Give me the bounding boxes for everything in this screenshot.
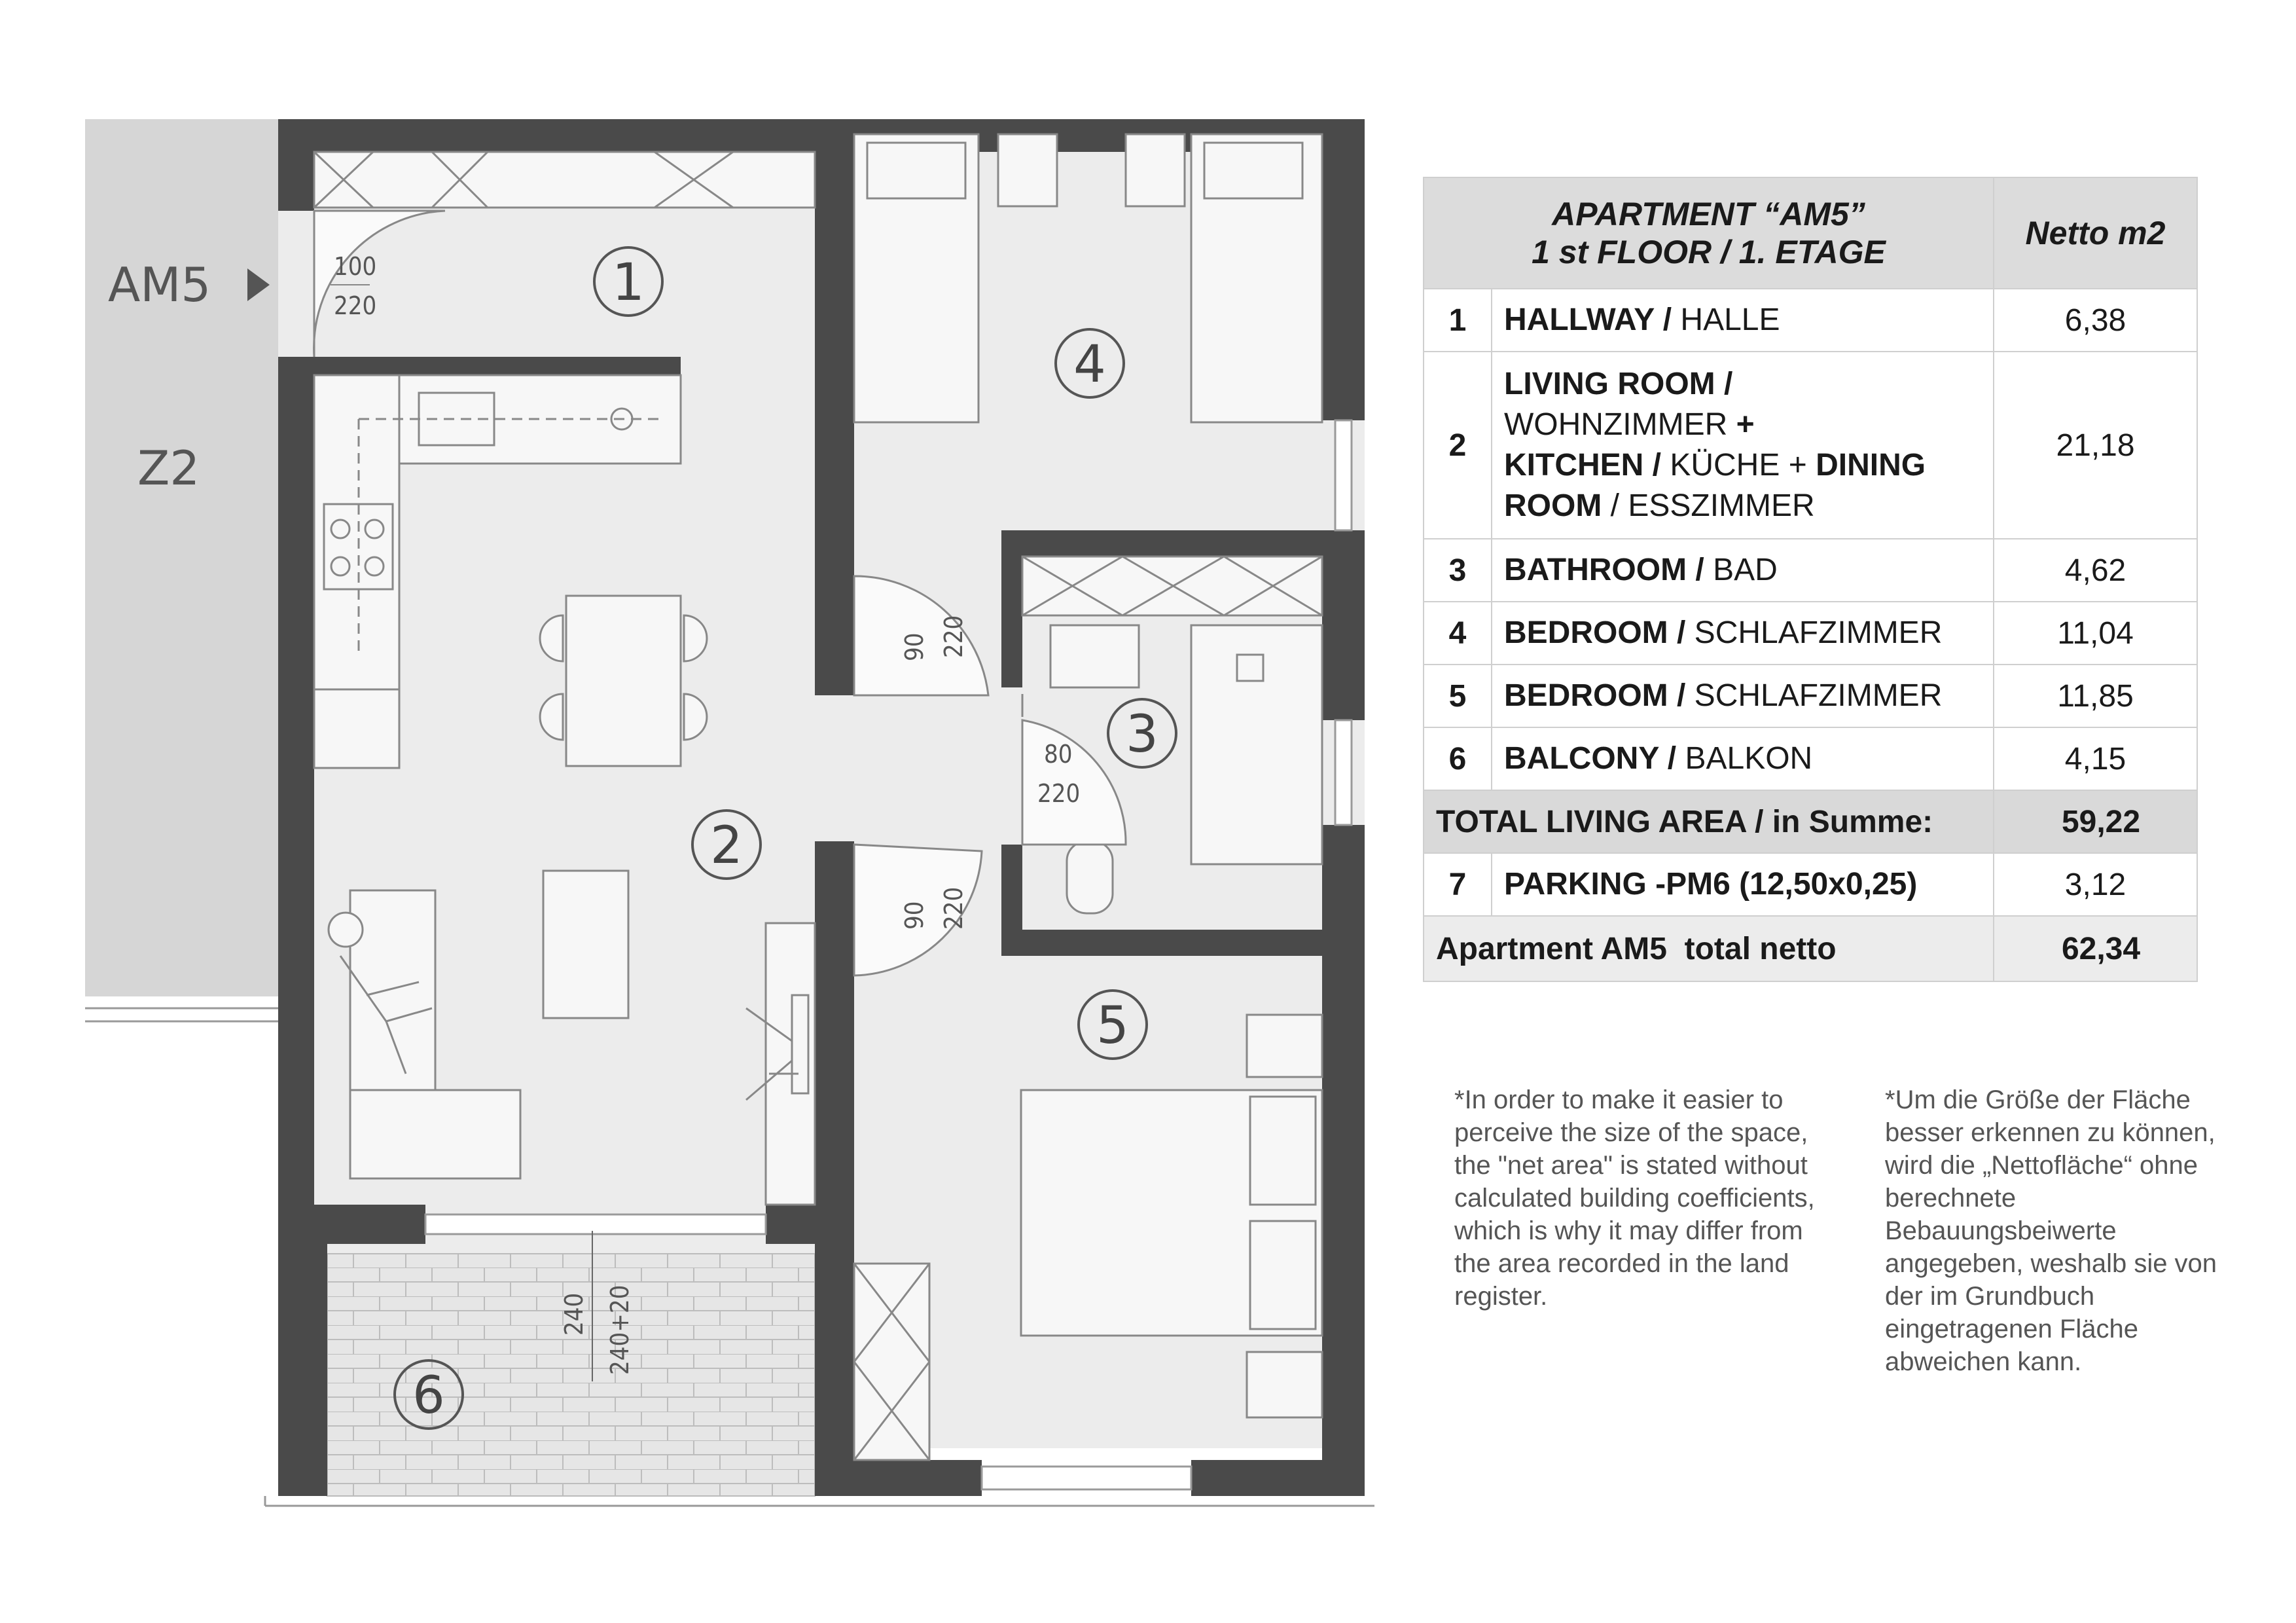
bedroom4-door-width: 90 — [900, 632, 929, 661]
netto-header: Netto m2 — [1994, 177, 2197, 289]
room-area: 6,38 — [1994, 289, 2197, 352]
grand-total-row — [1424, 916, 2197, 981]
room-area: 21,18 — [1994, 352, 2197, 539]
room-number-2: 2 — [710, 816, 743, 875]
row-number: 6 — [1424, 727, 1492, 790]
grand-total-label: Apartment AM5 total netto — [1424, 916, 1994, 981]
table-row — [1424, 727, 2197, 790]
total-row — [1424, 790, 2197, 853]
row-number: 3 — [1424, 539, 1492, 602]
bedroom5-door-width: 90 — [900, 901, 929, 930]
row-number: 4 — [1424, 602, 1492, 665]
balcony-door-height: 240+20 — [605, 1285, 634, 1375]
row-number: 7 — [1424, 853, 1492, 916]
area-table — [1423, 177, 2198, 982]
room-name: BALCONY / BALKON — [1492, 727, 1994, 790]
grand-total-value: 62,34 — [1994, 916, 2197, 981]
room-area: 4,62 — [1994, 539, 2197, 602]
apartment-title: APARTMENT “AM5” — [1552, 196, 1865, 232]
room-number-5: 5 — [1096, 996, 1129, 1055]
row-number: 1 — [1424, 289, 1492, 352]
note-german: *Um die Größe der Fläche besser erkennen zu können, wird die „Nettofläche“ ohne berechnete Bebauungsbeiwerte angegeben, weshalb sie von der im Grundbuch eingetragenen Fläche abweichen kann. — [1885, 1085, 2217, 1376]
balcony-door-width: 240 — [560, 1292, 588, 1336]
row-number: 2 — [1424, 352, 1492, 539]
wardrobe-bath — [1022, 556, 1322, 615]
bathroom-door-width: 80 — [1044, 740, 1073, 769]
bathroom-door-height: 220 — [1037, 779, 1081, 808]
parking-label: PARKING -PM6 (12,50x0,25) — [1492, 853, 1994, 916]
room-area: 4,15 — [1994, 727, 2197, 790]
apartment-marker-label: AM5 — [108, 257, 211, 312]
row-number: 5 — [1424, 665, 1492, 727]
room-number-3: 3 — [1126, 705, 1158, 764]
room-name: BEDROOM / SCHLAFZIMMER — [1492, 602, 1994, 665]
table-title — [1424, 177, 1994, 289]
parking-row — [1424, 853, 2197, 916]
note-english: *In order to make it easier to perceive the size of the space, the "net area" is stated without calculated building coefficients, which is why it may differ from the area recorded in the land register. — [1454, 1085, 1815, 1311]
room-name: HALLWAY / HALLE — [1492, 289, 1994, 352]
room-name: LIVING ROOM / WOHNZIMMER + KITCHEN / KÜCHE + DINING ROOM / ESSZIMMER — [1492, 352, 1994, 539]
room-number-4: 4 — [1073, 335, 1106, 394]
table-row — [1424, 289, 2197, 352]
table-row — [1424, 352, 2197, 539]
corridor-strip — [85, 119, 278, 996]
room-area: 11,04 — [1994, 602, 2197, 665]
table-row — [1424, 602, 2197, 665]
room-number-6: 6 — [412, 1366, 445, 1425]
total-value: 59,22 — [1994, 790, 2197, 853]
floor-title: 1 st FLOOR / 1. ETAGE — [1532, 234, 1886, 270]
room-number-1: 1 — [612, 253, 645, 312]
bedroom5-door-height: 220 — [939, 886, 968, 930]
total-label: TOTAL LIVING AREA / in Summe: — [1424, 790, 1994, 853]
entrance-door-width: 100 — [334, 252, 377, 281]
bedroom4-door-height: 220 — [939, 615, 968, 658]
wardrobe-bedroom5 — [854, 1264, 929, 1460]
wardrobe-top — [314, 152, 815, 208]
room-area: 11,85 — [1994, 665, 2197, 727]
room-name: BEDROOM / SCHLAFZIMMER — [1492, 665, 1994, 727]
table-row — [1424, 665, 2197, 727]
entrance-door-height: 220 — [334, 291, 377, 320]
zone-label: Z2 — [137, 441, 200, 496]
parking-area: 3,12 — [1994, 853, 2197, 916]
table-row — [1424, 539, 2197, 602]
room-name: BATHROOM / BAD — [1492, 539, 1994, 602]
